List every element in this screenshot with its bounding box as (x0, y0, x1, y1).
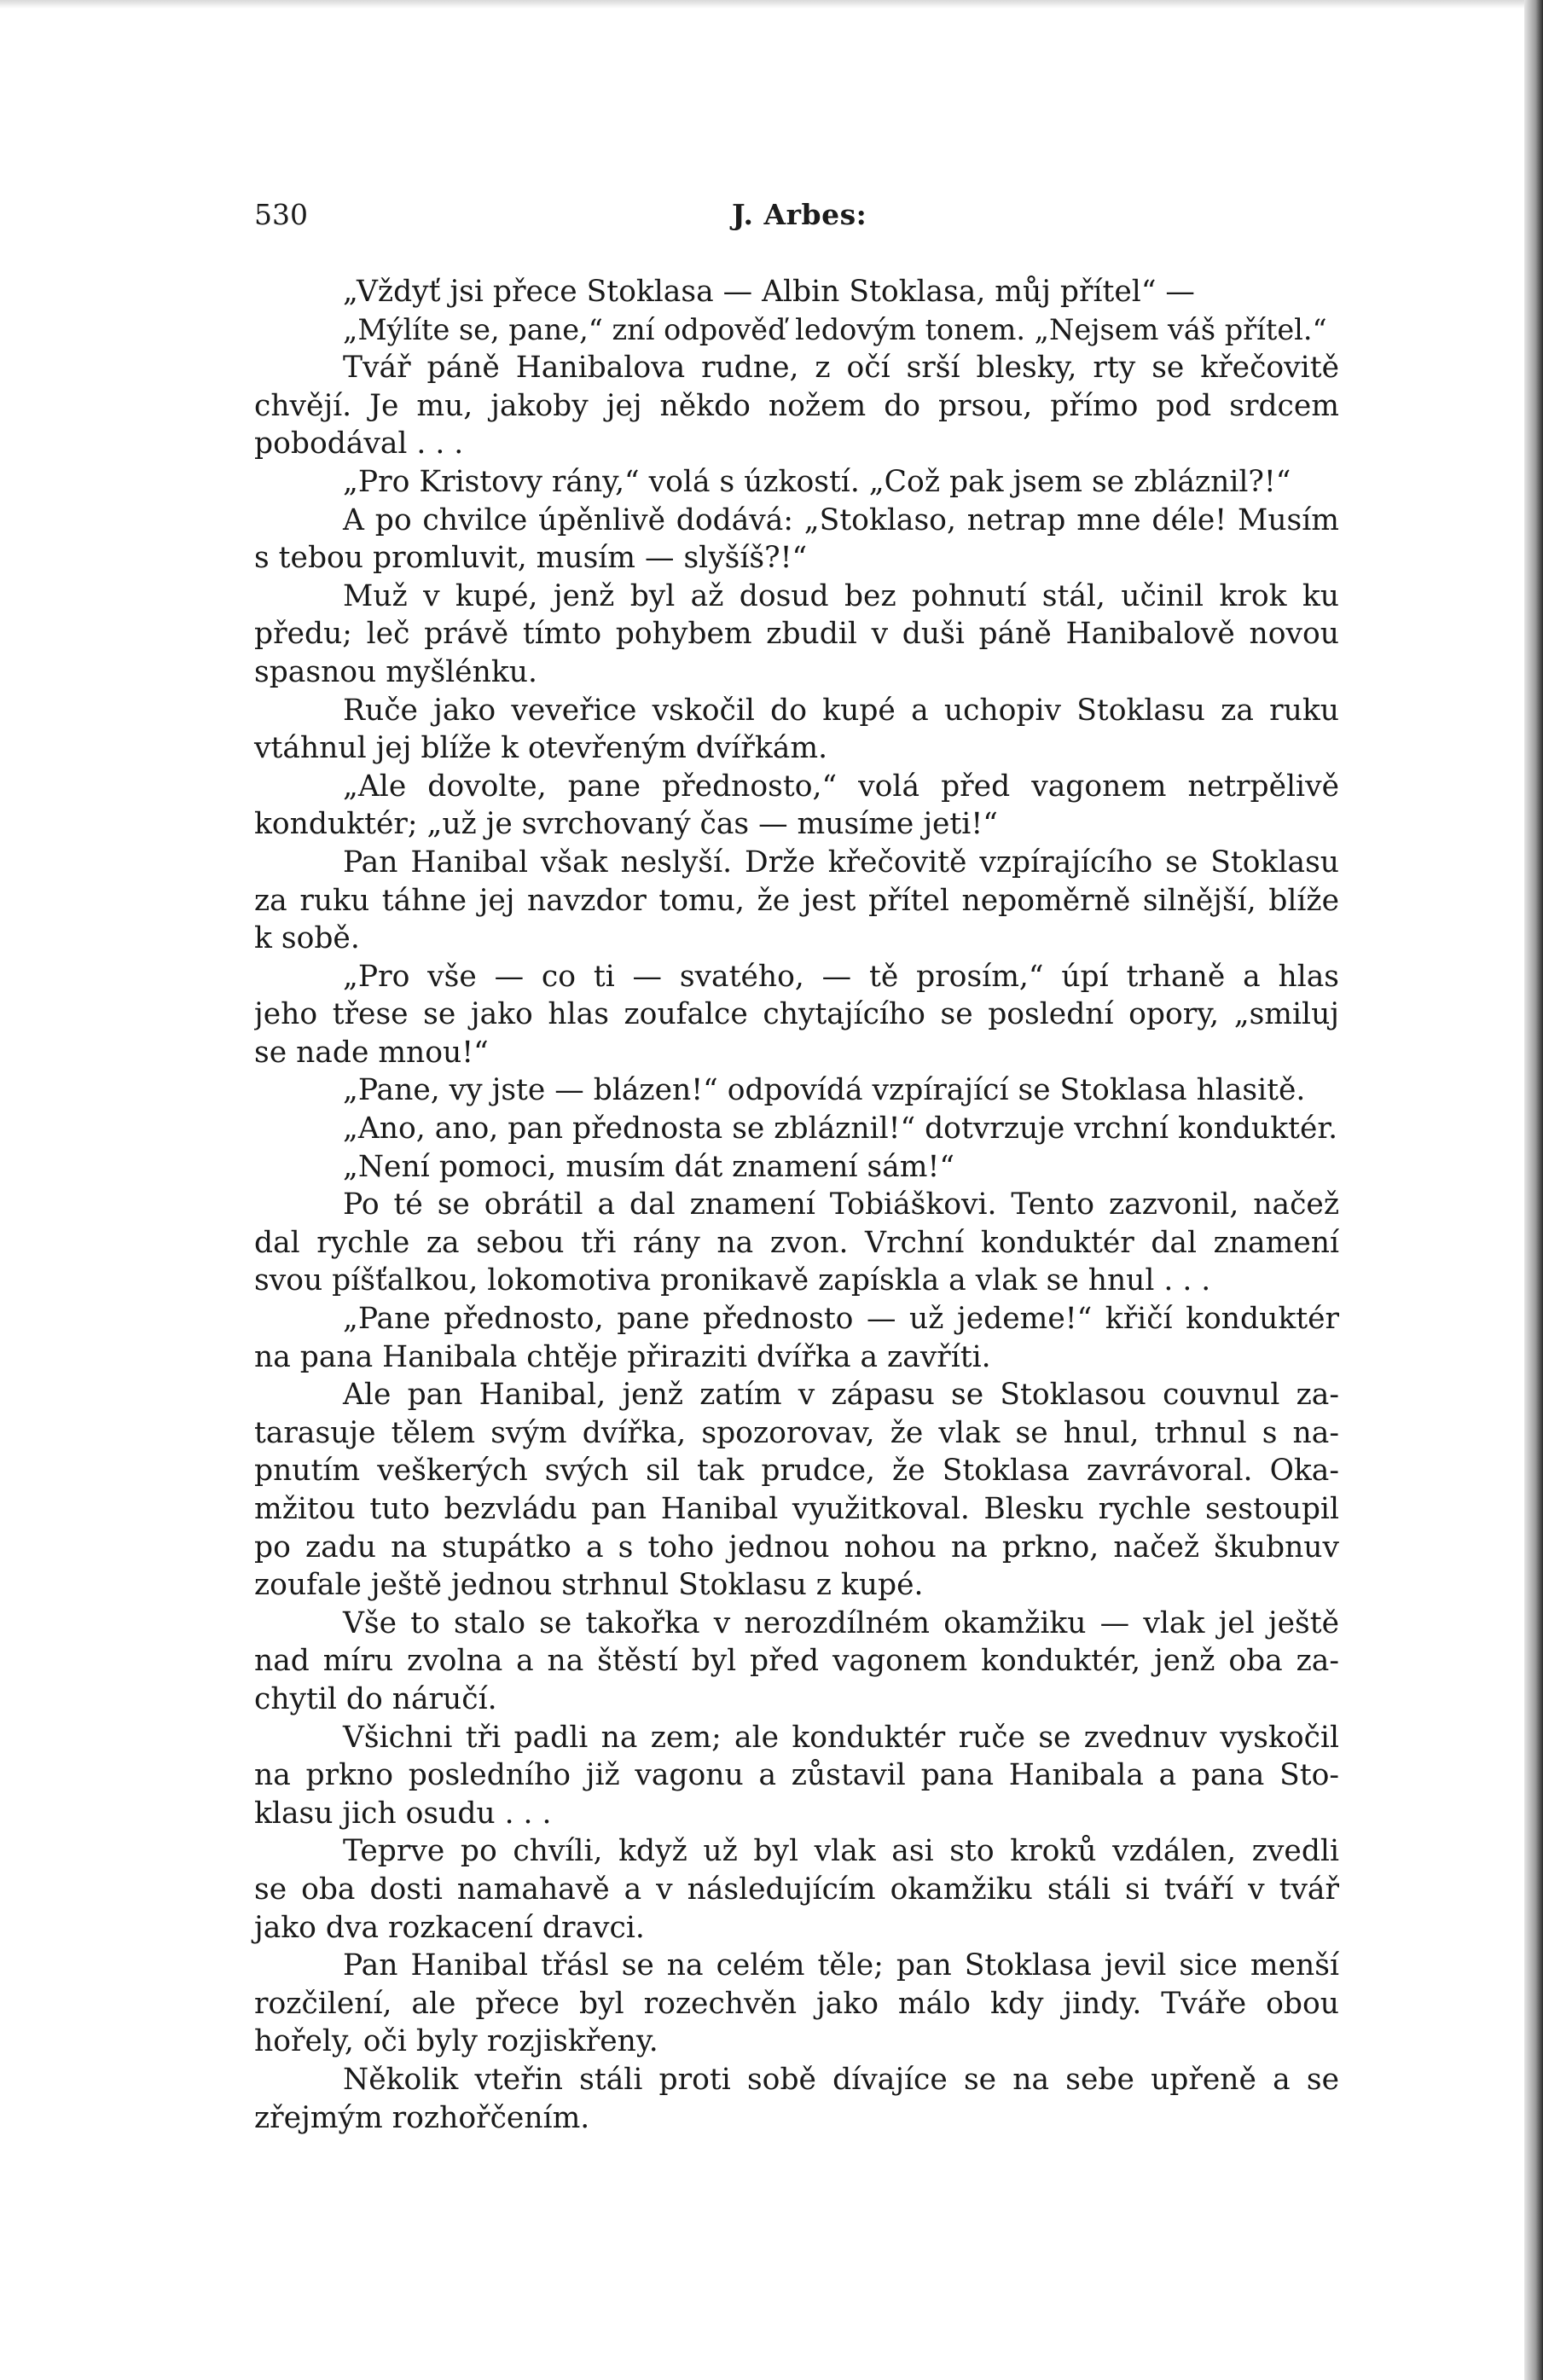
text-line: se oba dosti namahavě a v následujícím okamžiku stáli si tváří v tvář (254, 1872, 1339, 1907)
paragraph (254, 1148, 1339, 1187)
paragraph (254, 768, 1339, 844)
paragraph (254, 1832, 1339, 1947)
text-line: „Pro Kristovy rány,“ volá s úzkostí. „Což pak jsem se zbláznil?!“ (343, 464, 1291, 499)
text-line: Tvář páně Hanibalova rudne, z očí srší blesky, rty se křečovitě (343, 351, 1339, 386)
text-line: tarasuje tělem svým dvířka, spozorovav, že vlak se hnul, trhnul s na- (254, 1415, 1339, 1450)
text-line: pnutím veškerých svých sil tak prudce, že Stoklasa zavrávoral. Oka- (254, 1454, 1339, 1489)
paragraph (254, 2061, 1339, 2137)
text-line: klasu jich osudu . . . (254, 1796, 552, 1831)
scan-top-edge (0, 0, 1543, 9)
paragraph (254, 692, 1339, 768)
paragraph (254, 349, 1339, 463)
text-line: jako dva rozkacení dravci. (254, 1910, 645, 1945)
running-head: J. Arbes: (732, 198, 867, 231)
text-line: „Ale dovolte, pane přednosto,“ volá před vagonem netrpělivě (343, 769, 1339, 804)
text-line: Muž v kupé, jenž byl až dosud bez pohnutí stál, učinil krok ku (343, 578, 1339, 613)
paragraph (254, 502, 1339, 578)
text-line: zoufale ještě jednou strhnul Stoklasu z kupé. (254, 1568, 924, 1603)
paragraph (254, 1186, 1339, 1300)
text-line: na pana Hanibala chtěje přiraziti dvířka a zavříti. (254, 1339, 991, 1374)
text-line: za ruku táhne jej navzdor tomu, že jest přítel nepoměrně silnější, blíže (254, 883, 1339, 918)
text-line: jeho třese se jako hlas zoufalce chytajícího se poslední opory, „smiluj (254, 997, 1339, 1032)
text-line: konduktér; „už je svrchovaný čas — musíme jeti!“ (254, 807, 998, 842)
text-line: „Mýlíte se, pane,“ zní odpověď ledovým tonem. „Nejsem váš přítel.“ (343, 312, 1327, 346)
text-line: Ruče jako veveřice vskočil do kupé a uchopiv Stoklasu za ruku (343, 693, 1339, 728)
text-line: „Pro vše — co ti — svatého, — tě prosím,“ úpí trhaně a hlas (343, 959, 1339, 994)
text-line: mžitou tuto bezvládu pan Hanibal využitkoval. Blesku rychle sestoupil (254, 1492, 1339, 1526)
text-line: nad míru zvolna a na štěstí byl před vagonem konduktér, jenž oba za- (254, 1644, 1339, 1679)
paragraph (254, 1947, 1339, 2061)
paragraph (254, 1719, 1339, 1833)
text-line: „Pane přednosto, pane přednosto — už jedeme!“ křičí konduktér (343, 1302, 1339, 1337)
text-line: spasnou myšlénku. (254, 654, 537, 689)
text-line: vtáhnul jej blíže k otevřeným dvířkám. (254, 731, 828, 766)
text-line: Všichni tři padli na zem; ale konduktér ruče se zvednuv vyskočil (343, 1720, 1339, 1755)
scan-right-edge (1524, 0, 1543, 2380)
text-line: A po chvilce úpěnlivě dodává: „Stoklaso, netrap mne déle! Musím (343, 502, 1339, 537)
text-line: dal rychle za sebou tři rány na zvon. Vrchní konduktér dal znamení (254, 1225, 1339, 1260)
paragraph (254, 1605, 1339, 1719)
text-line: „Vždyť jsi přece Stoklasa — Albin Stoklasa, můj přítel“ — (343, 275, 1195, 309)
text-line: na prkno posledního již vagonu a zůstavil pana Hanibala a pana Sto- (254, 1758, 1339, 1793)
text-line: se nade mnou!“ (254, 1035, 489, 1070)
paragraph (254, 844, 1339, 958)
text-line: chvějí. Je mu, jakoby jej někdo nožem do prsou, přímo pod srdcem (254, 388, 1339, 423)
text-line: s tebou promluvit, musím — slyšíš?!“ (254, 541, 808, 576)
text-line: chytil do náručí. (254, 1681, 497, 1716)
text-line: „Ano, ano, pan přednosta se zbláznil!“ dotvrzuje vrchní konduktér. (343, 1112, 1338, 1146)
paragraph (254, 1376, 1339, 1605)
paragraph (254, 578, 1339, 692)
text-line: Několik vteřin stáli proti sobě dívajíce se na sebe upřeně a se (343, 2062, 1339, 2097)
text-line: hořely, oči byly rozjiskřeny. (254, 2024, 658, 2059)
paragraph (254, 311, 1339, 350)
text-line: zřejmým rozhořčením. (254, 2100, 590, 2135)
paragraph (254, 273, 1339, 311)
text-line: rozčilení, ale přece byl rozechvěn jako málo kdy jindy. Tváře obou (254, 1986, 1339, 2021)
paragraph (254, 1110, 1339, 1148)
page-number: 530 (254, 198, 308, 231)
text-line: Vše to stalo se takořka v nerozdílném okamžiku — vlak jel ještě (343, 1605, 1339, 1640)
text-line: „Není pomoci, musím dát znamení sám!“ (343, 1149, 954, 1184)
page-header (254, 198, 1346, 239)
text-line: „Pane, vy jste — blázen!“ odpovídá vzpírající se Stoklasa hlasitě. (343, 1073, 1306, 1108)
text-line: Pan Hanibal však neslyší. Drže křečovitě vzpírajícího se Stoklasu (343, 845, 1339, 879)
text-line: k sobě. (254, 921, 360, 956)
text-line: předu; leč právě tímto pohybem zbudil v duši páně Hanibalově novou (254, 617, 1339, 652)
text-line: Ale pan Hanibal, jenž zatím v zápasu se Stoklasou couvnul za- (343, 1378, 1339, 1413)
text-line: po zadu na stupátko a s toho jednou nohou na prkno, načež škubnuv (254, 1530, 1339, 1564)
text-line: svou píšťalkou, lokomotiva pronikavě zapískla a vlak se hnul . . . (254, 1263, 1211, 1298)
text-line: Po té se obrátil a dal znamení Tobiáškovi. Tento zazvonil, načež (343, 1187, 1339, 1222)
text-line: pobodával . . . (254, 427, 464, 461)
paragraph (254, 1071, 1339, 1110)
text-line: Teprve po chvíli, když už byl vlak asi sto kroků vzdálen, zvedli (343, 1834, 1339, 1869)
paragraph (254, 1300, 1339, 1376)
body-text (254, 273, 1339, 2137)
paragraph (254, 958, 1339, 1072)
text-line: Pan Hanibal třásl se na celém těle; pan Stoklasa jevil sice menší (343, 1948, 1339, 1983)
paragraph (254, 463, 1339, 502)
